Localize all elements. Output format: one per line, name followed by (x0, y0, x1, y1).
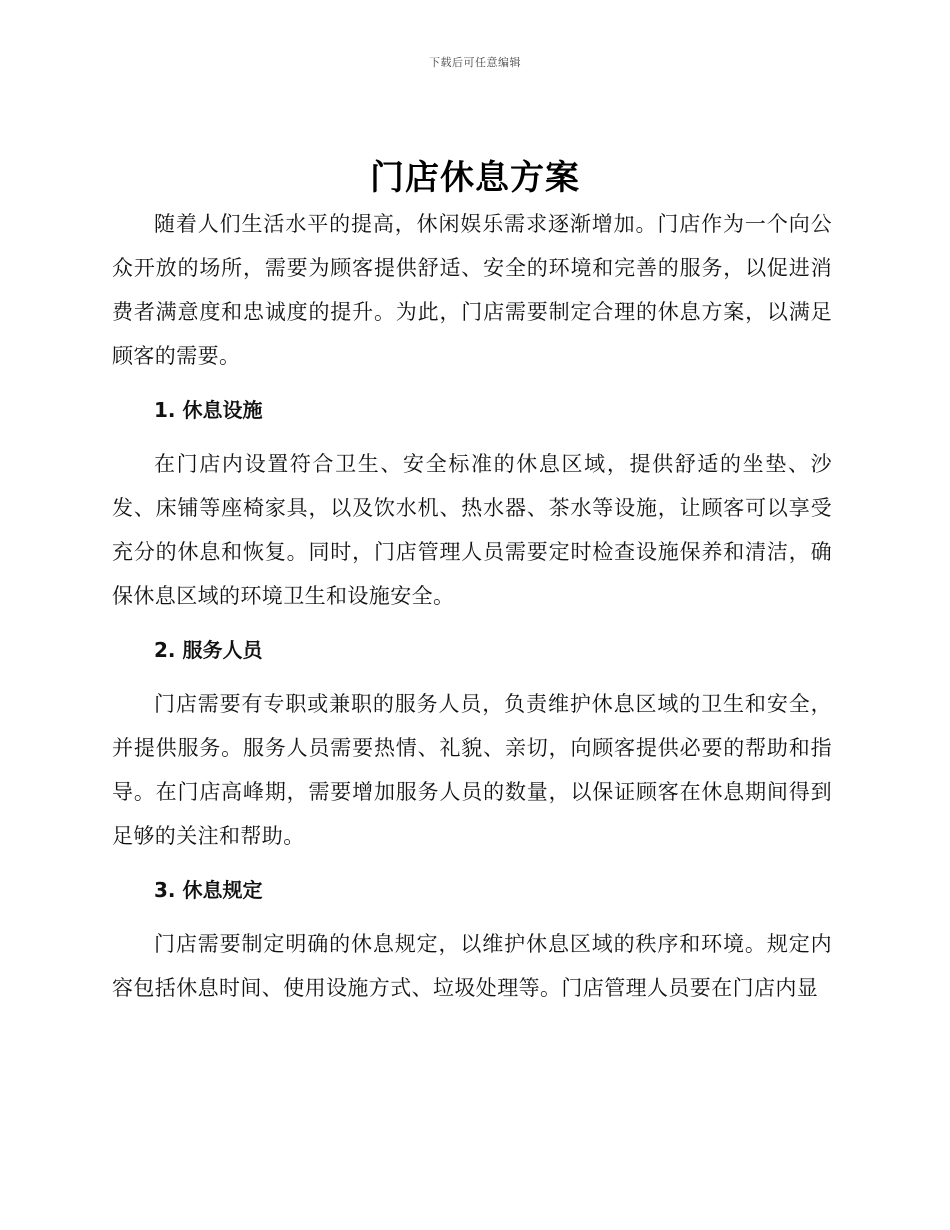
document-body (112, 202, 832, 1010)
document-title: 门店休息方案 (370, 158, 580, 198)
section-paragraph: 门店需要制定明确的休息规定，以维护休息区域的秩序和环境。规定内容包括休息时间、使用设施方式、垃圾处理等。门店管理人员要在门店内显 (112, 932, 832, 1000)
intro-paragraph: 随着人们生活水平的提高，休闲娱乐需求逐渐增加。门店作为一个向公众开放的场所，需要为顾客提供舒适、安全的环境和完善的服务，以促进消费者满意度和忠诚度的提升。为此，门店需要制定合理的休息方案，以满足顾客的需要。 (112, 212, 832, 368)
section-facilities (112, 388, 832, 618)
section-heading: 2. 服务人员 (154, 638, 263, 662)
section-heading: 1. 休息设施 (154, 398, 263, 422)
header-note: 下载后可任意编辑 (429, 56, 521, 69)
section-staff (112, 628, 832, 858)
section-paragraph: 在门店内设置符合卫生、安全标准的休息区域，提供舒适的坐垫、沙发、床铺等座椅家具，以及饮水机、热水器、茶水等设施，让顾客可以享受充分的休息和恢复。同时，门店管理人员需要定时检查设施保养和清洁，确保休息区域的环境卫生和设施安全。 (112, 452, 832, 608)
section-heading: 3. 休息规定 (154, 878, 263, 902)
section-rules (112, 868, 832, 1010)
section-paragraph: 门店需要有专职或兼职的服务人员，负责维护休息区域的卫生和安全，并提供服务。服务人员需要热情、礼貌、亲切，向顾客提供必要的帮助和指导。在门店高峰期，需要增加服务人员的数量，以保证顾客在休息期间得到足够的关注和帮助。 (112, 692, 832, 848)
